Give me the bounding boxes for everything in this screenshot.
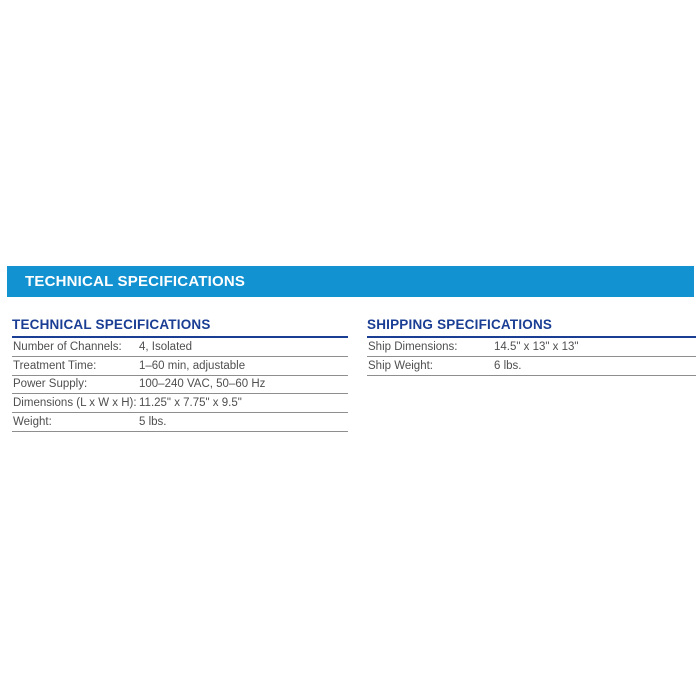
- table-row: [12, 376, 348, 395]
- row-label: Number of Channels:: [13, 340, 122, 353]
- table-row: [367, 338, 696, 357]
- technical-specs-table: [12, 317, 348, 432]
- row-value: 100–240 VAC, 50–60 Hz: [139, 378, 266, 391]
- table-row: [12, 357, 348, 376]
- row-label: Weight:: [13, 416, 52, 429]
- shipping-specs-heading: SHIPPING SPECIFICATIONS: [367, 317, 553, 332]
- shipping-specs-body: [367, 336, 696, 376]
- table-row: [12, 413, 348, 432]
- table-row: [12, 338, 348, 357]
- row-value: 1–60 min, adjustable: [139, 359, 246, 372]
- technical-specs-body: [12, 336, 348, 432]
- row-label: Treatment Time:: [13, 359, 97, 372]
- shipping-specs-table: [367, 317, 696, 376]
- row-value: 4, Isolated: [139, 340, 193, 353]
- row-label: Ship Weight:: [368, 359, 433, 372]
- table-row: [367, 357, 696, 376]
- row-label: Ship Dimensions:: [368, 340, 458, 353]
- table-row: [12, 394, 348, 413]
- banner-title: TECHNICAL SPECIFICATIONS: [25, 273, 246, 290]
- row-value: 5 lbs.: [139, 416, 167, 429]
- row-value: 6 lbs.: [494, 359, 522, 372]
- section-banner: [7, 266, 694, 297]
- technical-specs-heading: TECHNICAL SPECIFICATIONS: [12, 317, 211, 332]
- row-value: 14.5" x 13" x 13": [494, 340, 579, 353]
- row-label: Dimensions (L x W x H):: [13, 397, 137, 410]
- row-label: Power Supply:: [13, 378, 88, 391]
- row-value: 11.25" x 7.75" x 9.5": [139, 397, 242, 410]
